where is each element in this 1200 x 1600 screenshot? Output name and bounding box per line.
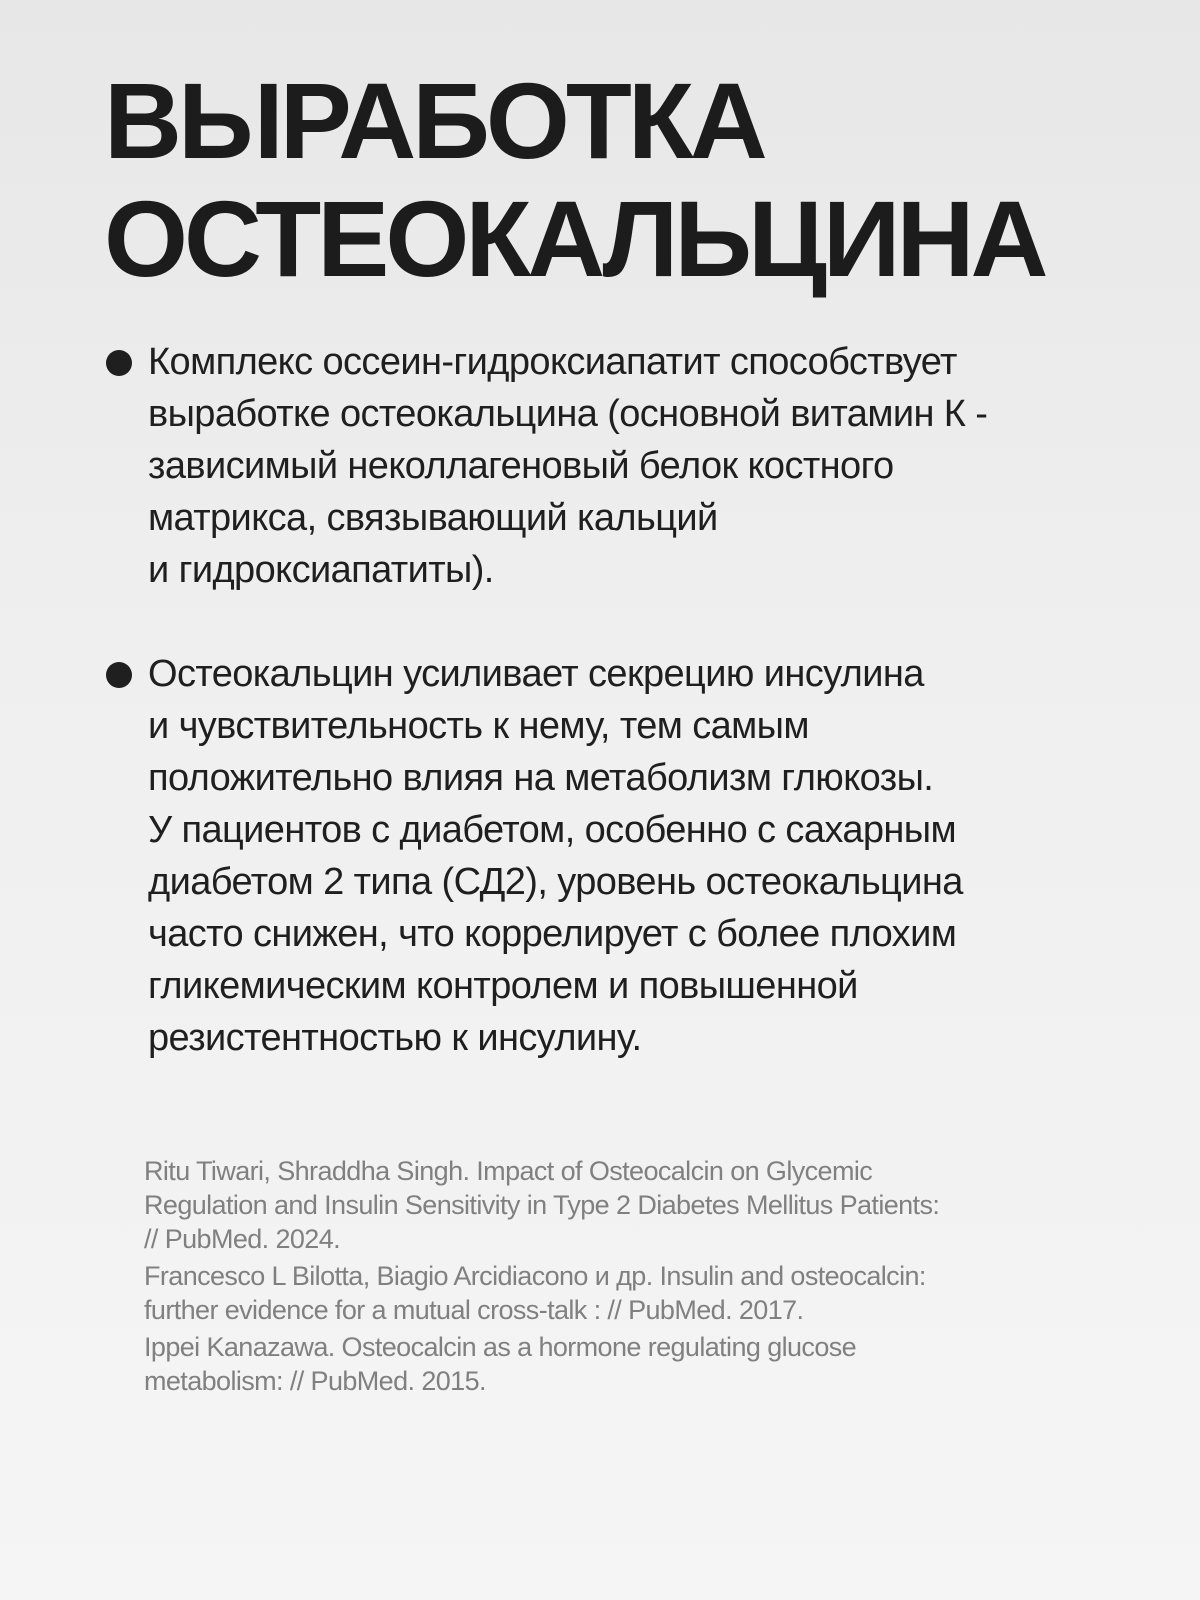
bullet-text-line: Комплекс оссеин-гидроксиапатит способствует	[148, 341, 957, 383]
title-line-2: ОСТЕОКАЛЬЦИНА	[104, 178, 1045, 299]
reference-line: // PubMed. 2024.	[144, 1224, 341, 1254]
bullet-text-line: У пациентов с диабетом, особенно с сахарным	[148, 809, 957, 851]
bullet-list	[104, 336, 1104, 1064]
bullet-item-osteocalcin-insulin	[104, 648, 1104, 1064]
reference-line: further evidence for a mutual cross-talk : // PubMed. 2017.	[144, 1295, 804, 1325]
reference-line: Ippei Kanazawa. Osteocalcin as a hormone regulating glucose	[144, 1332, 857, 1362]
bullet-text-line: матрикса, связывающий кальций	[148, 497, 718, 539]
reference-item	[144, 1259, 1104, 1327]
reference-item	[144, 1330, 1104, 1398]
bullet-text-line: выработке остеокальцина (основной витамин К -	[148, 393, 988, 435]
bullet-text-line: диабетом 2 типа (СД2), уровень остеокальцина	[148, 861, 963, 903]
bullet-text-line: часто снижен, что коррелирует с более плохим	[148, 913, 957, 955]
page-title	[104, 62, 1044, 298]
reference-line: Regulation and Insulin Sensitivity in Type 2 Diabetes Mellitus Patients:	[144, 1190, 940, 1220]
title-line-1: ВЫРАБОТКА	[104, 60, 764, 181]
bullet-item-ossein-complex	[104, 336, 1104, 596]
bullet-text-line: зависимый неколлагеновый белок костного	[148, 445, 894, 487]
bullet-text-line: Остеокальцин усиливает секрецию инсулина	[148, 653, 924, 695]
bullet-dot-icon	[106, 350, 132, 376]
bullet-dot-icon	[106, 662, 132, 688]
bullet-text-line: резистентностью к инсулину.	[148, 1017, 642, 1059]
reference-line: metabolism: // PubMed. 2015.	[144, 1366, 486, 1396]
reference-line: Francesco L Bilotta, Biagio Arcidiacono и др. Insulin and osteocalcin:	[144, 1261, 926, 1291]
references	[144, 1154, 1104, 1398]
reference-item	[144, 1154, 1104, 1256]
bullet-text-line: и гидроксиапатиты).	[148, 549, 494, 591]
bullet-text-line: и чувствительность к нему, тем самым	[148, 705, 809, 747]
reference-line: Ritu Tiwari, Shraddha Singh. Impact of Osteocalcin on Glycemic	[144, 1156, 873, 1186]
bullet-text-line: положительно влияя на метаболизм глюкозы.	[148, 757, 934, 799]
bullet-text-line: гликемическим контролем и повышенной	[148, 965, 858, 1007]
